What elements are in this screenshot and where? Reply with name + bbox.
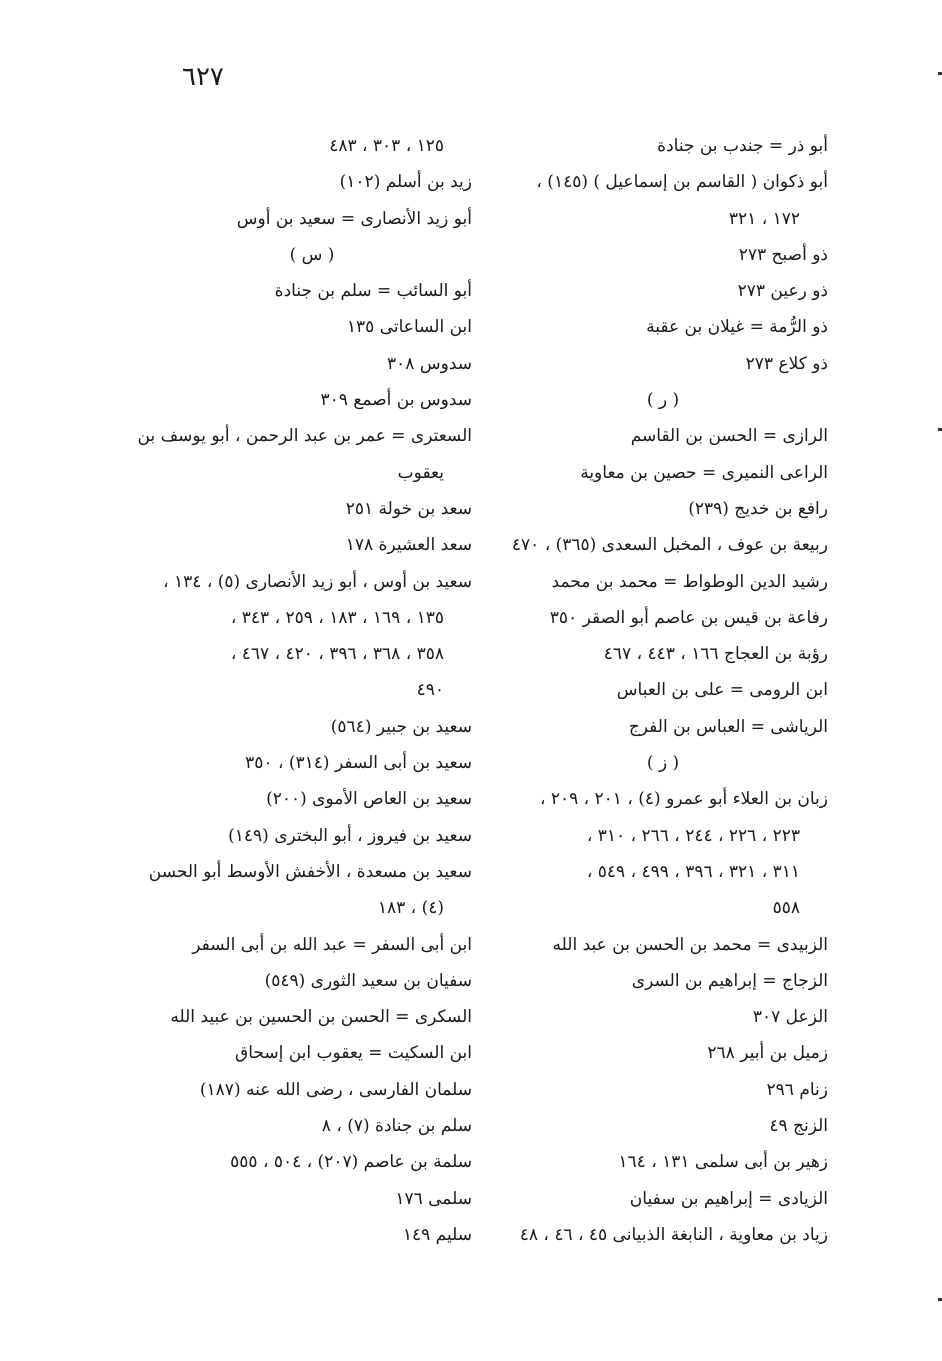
index-entry: رفاعة بن قيس بن عاصم أبو الصقر ٣٥٠ [549, 607, 828, 628]
index-entry: ٣٥٨ ، ٣٦٨ ، ٣٩٦ ، ٤٢٠ ، ٤٦٧ ، [230, 644, 444, 665]
index-entry: سعد بن خولة ٢٥١ [345, 498, 472, 519]
index-entry: ابن الساعاتى ١٣٥ [346, 317, 472, 338]
index-column-right [498, 128, 828, 1253]
index-entry: أبو ذكوان ( القاسم بن إسماعيل ) (١٤٥) ، [536, 172, 828, 193]
index-entry: ابن السكيت = يعقوب ابن إسحاق [235, 1043, 472, 1064]
index-entry: زيد بن أسلم (١٠٢) [339, 172, 472, 193]
index-entry: السكرى = الحسن بن الحسين بن عبيد الله [170, 1007, 472, 1028]
index-entry: الرياشى = العباس بن الفرج [628, 716, 828, 737]
index-entry: ١٧٢ ، ٣٢١ [728, 208, 800, 229]
index-entry: سعيد بن العاص الأموى (٢٠٠) [266, 789, 472, 810]
index-entry: أبو زيد الأنصارى = سعيد بن أوس [236, 208, 472, 229]
edge-mark [938, 1298, 942, 1301]
index-entry: سلمان الفارسى ، رضى الله عنه (١٨٧) [199, 1079, 472, 1100]
index-entry: أبو ذر = جندب بن جنادة [657, 136, 828, 156]
index-entry: أبو السائب = سلم بن جنادة [274, 281, 472, 302]
index-entry: الزعل ٣٠٧ [752, 1007, 828, 1028]
index-entry: ابن أبى السفر = عبد الله بن أبى السفر [192, 934, 472, 955]
index-entry: سفيان بن سعيد الثورى (٥٤٩) [264, 970, 472, 991]
index-entry: ( ر ) [646, 390, 680, 411]
index-entry: ٤٩٠ [416, 680, 444, 701]
index-entry: سعيد بن أبى السفر (٣١٤) ، ٣٥٠ [245, 753, 472, 774]
index-entry: زبان بن العلاء أبو عمرو (٤) ، ٢٠١ ، ٢٠٩ ، [539, 789, 828, 810]
index-entry: سدوس بن أصمع ٣٠٩ [320, 390, 472, 411]
index-entry: ٣١١ ، ٣٢١ ، ٣٩٦ ، ٤٩٩ ، ٥٤٩ ، [586, 861, 800, 882]
index-entry: الزبيدى = محمد بن الحسن بن عبد الله [552, 934, 828, 955]
index-entry: يعقوب [397, 462, 444, 483]
index-column-left [137, 128, 472, 1253]
index-entry: ٢٢٣ ، ٢٢٦ ، ٢٤٤ ، ٢٦٦ ، ٣١٠ ، [586, 825, 800, 846]
index-entry: الزيادى = إبراهيم بن سفيان [629, 1188, 828, 1209]
index-entry: سلمى ١٧٦ [395, 1188, 472, 1209]
index-entry: الزنج ٤٩ [769, 1116, 828, 1137]
index-entry: زهير بن أبى سلمى ١٣١ ، ١٦٤ [618, 1152, 828, 1173]
index-entry: سدوس ٣٠٨ [387, 353, 472, 374]
index-entry: زنام ٢٩٦ [766, 1079, 828, 1100]
index-entry: ١٣٥ ، ١٦٩ ، ١٨٣ ، ٢٥٩ ، ٣٤٣ ، [230, 607, 444, 628]
index-entry: (٤) ، ١٨٣ [377, 898, 444, 919]
index-entry: سعيد بن جبير (٥٦٤) [330, 716, 472, 737]
index-entry: ١٢٥ ، ٣٠٣ ، ٤٨٣ [329, 136, 444, 156]
index-entry: سعد العشيرة ١٧٨ [345, 535, 472, 556]
index-entry: سعيد بن فيروز ، أبو البخترى (١٤٩) [228, 825, 472, 846]
index-entry: ابن الرومى = على بن العباس [616, 680, 828, 701]
index-entry: سلمة بن عاصم (٢٠٧) ، ٥٠٤ ، ٥٥٥ [230, 1152, 472, 1173]
index-entry: ذو أصبح ٢٧٣ [738, 244, 828, 265]
edge-mark [938, 72, 942, 75]
page-number: ٦٢٧ [182, 62, 224, 92]
index-entry: زميل بن أبير ٢٦٨ [707, 1043, 828, 1064]
index-entry: سلم بن جنادة (٧) ، ٨ [321, 1116, 472, 1137]
index-entry: ربيعة بن عوف ، المخبل السعدى (٣٦٥) ، ٤٧٠ [511, 535, 828, 556]
index-entry: ذو رعين ٢٧٣ [737, 281, 828, 302]
index-entry: ( س ) [289, 244, 335, 265]
index-entry: سليم ١٤٩ [402, 1224, 472, 1245]
index-entry: رشيد الدين الوطواط = محمد بن محمد [551, 571, 828, 592]
index-entry: زياد بن معاوية ، النابغة الذبيانى ٤٥ ، ٤٦ ، ٤٨ [519, 1224, 828, 1245]
index-entry: سعيد بن أوس ، أبو زيد الأنصارى (٥) ، ١٣٤ ، [163, 571, 472, 592]
index-entry: ( ز ) [646, 753, 680, 774]
index-entry: رافع بن خديج (٢٣٩) [688, 498, 828, 519]
index-entry: ذو كلاع ٢٧٣ [745, 353, 828, 374]
index-entry: سعيد بن مسعدة ، الأخفش الأوسط أبو الحسن [148, 861, 472, 882]
index-entry: ٥٥٨ [772, 898, 800, 919]
index-entry: السعترى = عمر بن عبد الرحمن ، أبو يوسف بن [137, 426, 472, 447]
index-entry: رؤبة بن العجاج ١٦٦ ، ٤٤٣ ، ٤٦٧ [603, 644, 828, 665]
index-entry: الراعى النميرى = حصين بن معاوية [580, 462, 828, 483]
index-entry: الرازى = الحسن بن القاسم [630, 426, 828, 447]
index-entry: الزجاج = إبراهيم بن السرى [631, 970, 828, 991]
index-entry: ذو الرُّمة = غيلان بن عقبة [646, 317, 828, 338]
edge-mark [938, 428, 942, 431]
